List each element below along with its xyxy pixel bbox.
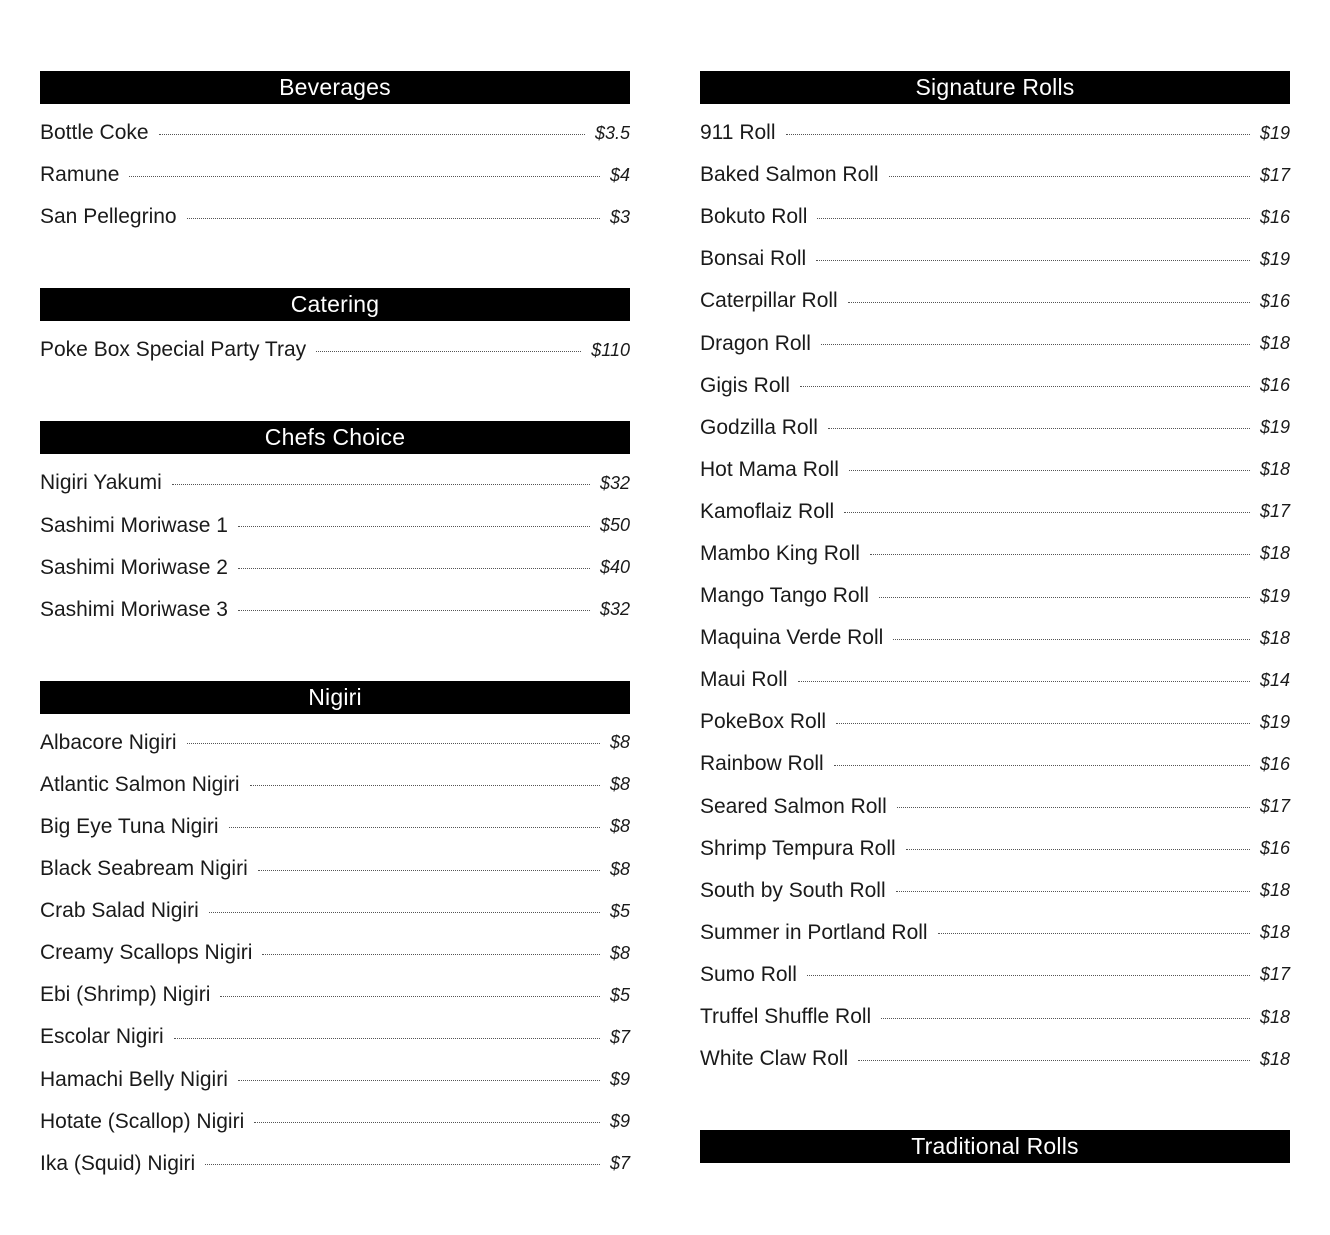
- menu-item: [700, 322, 1290, 364]
- menu-item: [700, 870, 1290, 912]
- menu-item-name: Shrimp Tempura Roll: [700, 836, 896, 860]
- menu-item: [700, 786, 1290, 828]
- dotted-leader: [889, 176, 1250, 177]
- dotted-leader: [238, 1080, 600, 1081]
- menu-item: [40, 196, 630, 238]
- menu-item-price: $18: [1259, 1006, 1290, 1027]
- menu-item-name: Sashimi Moriwase 2: [40, 555, 228, 579]
- menu-item-price: $3: [609, 206, 630, 227]
- menu-item-name: Dragon Roll: [700, 331, 811, 355]
- menu-item-price: $18: [1259, 880, 1290, 901]
- menu-item-price: $17: [1259, 964, 1290, 985]
- dotted-leader: [786, 134, 1250, 135]
- menu-item-name: Atlantic Salmon Nigiri: [40, 772, 240, 796]
- menu-item-price: $32: [599, 599, 630, 620]
- menu-item-price: $110: [591, 339, 630, 360]
- dotted-leader: [187, 743, 600, 744]
- menu-item-price: $18: [1259, 333, 1290, 354]
- section-title: Beverages: [40, 71, 630, 104]
- dotted-leader: [187, 218, 600, 219]
- menu-item-price: $9: [609, 1111, 630, 1132]
- menu-item: [700, 154, 1290, 196]
- menu-item: [40, 764, 630, 806]
- menu-item-price: $17: [1259, 796, 1290, 817]
- dotted-leader: [209, 912, 600, 913]
- menu-item-price: $19: [1259, 585, 1290, 606]
- menu-item-price: $18: [1259, 1048, 1290, 1069]
- dotted-leader: [254, 1122, 600, 1123]
- menu-item: [40, 932, 630, 974]
- dotted-leader: [174, 1038, 600, 1039]
- menu-item-price: $5: [609, 984, 630, 1005]
- menu-item-price: $5: [609, 900, 630, 921]
- menu-item-price: $17: [1259, 501, 1290, 522]
- menu-item-price: $50: [599, 515, 630, 536]
- dotted-leader: [238, 568, 590, 569]
- menu-item-name: Ramune: [40, 163, 120, 187]
- menu-item-price: $16: [1259, 838, 1290, 859]
- dotted-leader: [172, 484, 590, 485]
- menu-item-name: Gigis Roll: [700, 373, 790, 397]
- menu-item: [700, 1038, 1290, 1080]
- menu-item-price: $9: [609, 1069, 630, 1090]
- menu-item: [700, 280, 1290, 322]
- menu-item: [40, 1016, 630, 1058]
- menu-item-name: Mango Tango Roll: [700, 584, 869, 608]
- dotted-leader: [879, 597, 1250, 598]
- menu-item: [700, 659, 1290, 701]
- menu-item: [700, 912, 1290, 954]
- dotted-leader: [906, 849, 1250, 850]
- menu-section-nigiri: [40, 681, 630, 1185]
- menu-item: [40, 848, 630, 890]
- menu-item-price: $8: [609, 816, 630, 837]
- section-title: Catering: [40, 288, 630, 321]
- menu-item-price: $32: [599, 472, 630, 493]
- dotted-leader: [258, 870, 600, 871]
- menu-item-name: Hotate (Scallop) Nigiri: [40, 1109, 245, 1133]
- menu-item-name: San Pellegrino: [40, 205, 177, 229]
- menu-item-price: $3.5: [594, 122, 630, 143]
- menu-item-name: White Claw Roll: [700, 1047, 849, 1071]
- menu-item-price: $16: [1259, 206, 1290, 227]
- menu-item-price: $40: [599, 557, 630, 578]
- dotted-leader: [893, 639, 1250, 640]
- menu-item-price: $16: [1259, 375, 1290, 396]
- menu-section-catering: [40, 288, 630, 371]
- menu-item-name: Kamoflaiz Roll: [700, 499, 835, 523]
- menu-item: [700, 743, 1290, 785]
- menu-item: [700, 575, 1290, 617]
- menu-item: [700, 954, 1290, 996]
- menu-item-name: Godzilla Roll: [700, 415, 818, 439]
- menu-item-price: $7: [609, 1153, 630, 1174]
- menu-item-price: $18: [1259, 922, 1290, 943]
- menu-item-name: Truffel Shuffle Roll: [700, 1005, 872, 1029]
- dotted-leader: [817, 218, 1250, 219]
- menu-item-name: Ika (Squid) Nigiri: [40, 1151, 196, 1175]
- menu-item: [700, 112, 1290, 154]
- menu-item: [40, 974, 630, 1016]
- menu-item-name: Escolar Nigiri: [40, 1025, 164, 1049]
- dotted-leader: [800, 386, 1250, 387]
- menu-item-name: Poke Box Special Party Tray: [40, 338, 307, 362]
- menu-item-name: Bonsai Roll: [700, 247, 807, 271]
- menu-item: [40, 890, 630, 932]
- menu-item: [700, 996, 1290, 1038]
- dotted-leader: [821, 344, 1250, 345]
- menu-item-price: $8: [609, 942, 630, 963]
- menu-item: [40, 504, 630, 546]
- menu-item-price: $18: [1259, 543, 1290, 564]
- menu-item: [700, 491, 1290, 533]
- dotted-leader: [238, 526, 590, 527]
- menu-item: [40, 1059, 630, 1101]
- menu-item-price: $14: [1259, 669, 1290, 690]
- menu-item: [700, 196, 1290, 238]
- menu-item-name: South by South Roll: [700, 878, 886, 902]
- dotted-leader: [238, 610, 590, 611]
- menu-item-name: Rainbow Roll: [700, 752, 824, 776]
- dotted-leader: [881, 1018, 1250, 1019]
- menu-item: [40, 806, 630, 848]
- dotted-leader: [938, 933, 1250, 934]
- menu-section-chefs-choice: [40, 421, 630, 630]
- menu-item-price: $18: [1259, 459, 1290, 480]
- dotted-leader: [858, 1060, 1250, 1061]
- menu-item-name: Albacore Nigiri: [40, 730, 177, 754]
- menu-item-name: Baked Salmon Roll: [700, 163, 879, 187]
- menu-section-beverages: [40, 71, 630, 238]
- menu-item-name: Summer in Portland Roll: [700, 920, 928, 944]
- menu-item-name: Sashimi Moriwase 3: [40, 597, 228, 621]
- menu-item-price: $19: [1259, 248, 1290, 269]
- menu-item-name: Hamachi Belly Nigiri: [40, 1067, 228, 1091]
- menu-item-name: Creamy Scallops Nigiri: [40, 941, 253, 965]
- menu-item: [700, 449, 1290, 491]
- section-title: Nigiri: [40, 681, 630, 714]
- menu-item-name: Ebi (Shrimp) Nigiri: [40, 983, 211, 1007]
- dotted-leader: [816, 260, 1250, 261]
- dotted-leader: [849, 470, 1250, 471]
- dotted-leader: [798, 681, 1250, 682]
- menu-item: [40, 154, 630, 196]
- menu-item-name: Big Eye Tuna Nigiri: [40, 814, 219, 838]
- menu-item: [700, 617, 1290, 659]
- menu-item-price: $16: [1259, 753, 1290, 774]
- menu-item-name: Nigiri Yakumi: [40, 471, 162, 495]
- menu-item: [700, 828, 1290, 870]
- dotted-leader: [836, 723, 1250, 724]
- dotted-leader: [250, 785, 600, 786]
- menu-item-name: Seared Salmon Roll: [700, 794, 887, 818]
- menu-item-name: PokeBox Roll: [700, 710, 827, 734]
- dotted-leader: [834, 765, 1250, 766]
- menu-item-price: $4: [609, 164, 630, 185]
- menu-column-left: [40, 71, 630, 1235]
- menu-item: [700, 533, 1290, 575]
- section-title: Chefs Choice: [40, 421, 630, 454]
- dotted-leader: [828, 428, 1250, 429]
- menu-item: [700, 407, 1290, 449]
- menu-item: [40, 1143, 630, 1185]
- menu-item-price: $19: [1259, 417, 1290, 438]
- dotted-leader: [220, 996, 600, 997]
- menu-item-price: $8: [609, 732, 630, 753]
- menu-item-name: Bottle Coke: [40, 121, 149, 145]
- menu-item: [40, 462, 630, 504]
- menu-item: [40, 329, 630, 371]
- menu-item-price: $17: [1259, 164, 1290, 185]
- menu-item: [40, 112, 630, 154]
- menu-item-price: $16: [1259, 290, 1290, 311]
- section-title: Signature Rolls: [700, 71, 1290, 104]
- menu-item-name: Maui Roll: [700, 668, 788, 692]
- dotted-leader: [229, 827, 600, 828]
- menu-item: [40, 589, 630, 631]
- dotted-leader: [844, 512, 1250, 513]
- menu-item-price: $7: [609, 1026, 630, 1047]
- menu-item-price: $18: [1259, 627, 1290, 648]
- menu-item-price: $8: [609, 858, 630, 879]
- dotted-leader: [848, 302, 1250, 303]
- menu-item-name: Hot Mama Roll: [700, 457, 839, 481]
- menu-item-name: Bokuto Roll: [700, 205, 808, 229]
- menu-item: [700, 238, 1290, 280]
- menu-item-price: $19: [1259, 122, 1290, 143]
- dotted-leader: [897, 807, 1250, 808]
- menu-item-name: 911 Roll: [700, 121, 776, 145]
- menu-item-name: Mambo King Roll: [700, 541, 860, 565]
- dotted-leader: [262, 954, 600, 955]
- section-title: Traditional Rolls: [700, 1130, 1290, 1163]
- menu-item-name: Sumo Roll: [700, 962, 797, 986]
- menu-item-name: Sashimi Moriwase 1: [40, 513, 228, 537]
- dotted-leader: [807, 975, 1250, 976]
- dotted-leader: [896, 891, 1250, 892]
- dotted-leader: [129, 176, 600, 177]
- menu-item-price: $19: [1259, 711, 1290, 732]
- menu-item: [700, 701, 1290, 743]
- menu-item-name: Maquina Verde Roll: [700, 626, 884, 650]
- dotted-leader: [316, 351, 581, 352]
- menu-column-right: [700, 71, 1290, 1213]
- dotted-leader: [205, 1164, 600, 1165]
- menu-item: [40, 1101, 630, 1143]
- menu-item-name: Crab Salad Nigiri: [40, 899, 199, 923]
- menu-item: [700, 365, 1290, 407]
- menu-item: [40, 722, 630, 764]
- menu-item: [40, 547, 630, 589]
- dotted-leader: [159, 134, 585, 135]
- menu-item-price: $8: [609, 774, 630, 795]
- menu-section-signature-rolls: [700, 71, 1290, 1080]
- menu-item-name: Black Seabream Nigiri: [40, 857, 248, 881]
- menu-item-name: Caterpillar Roll: [700, 289, 838, 313]
- dotted-leader: [870, 554, 1250, 555]
